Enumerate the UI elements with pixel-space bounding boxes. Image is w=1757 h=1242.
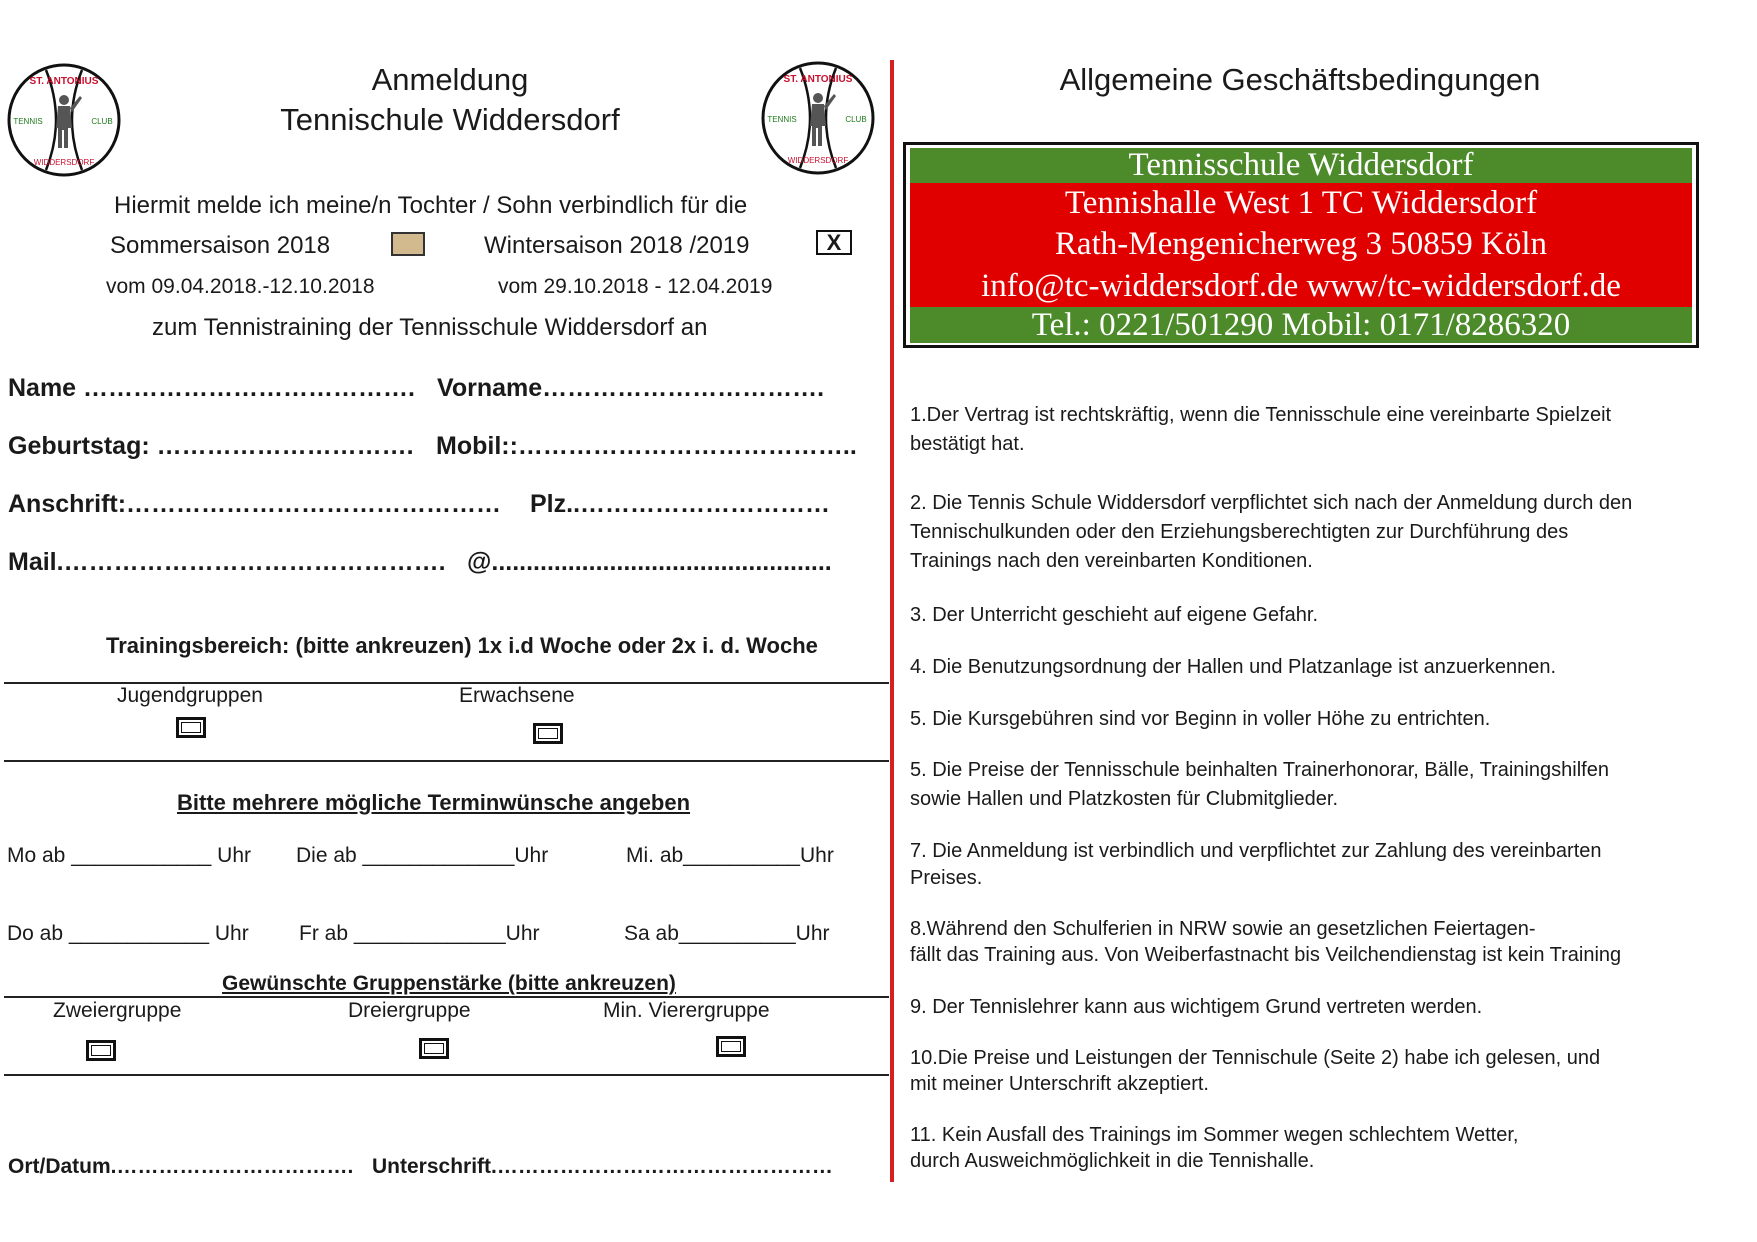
terms-item <box>910 705 1700 734</box>
terms-item <box>910 401 1700 459</box>
monday-time-field[interactable]: Mo ab ____________ Uhr <box>7 844 252 867</box>
terms-line: mit meiner Unterschrift akzeptiert. <box>910 1073 1209 1095</box>
winter-date-range: vom 29.10.2018 - 12.04.2019 <box>498 275 773 298</box>
terms-line: 11. Kein Ausfall des Trainings im Sommer wegen schlechtem Wetter, <box>910 1124 1519 1146</box>
form-subtitle: Tennischule Widdersdorf <box>280 102 620 137</box>
contact-red-band <box>910 183 1692 307</box>
terms-item <box>910 489 1700 576</box>
terms-line: 2. Die Tennis Schule Widdersdorf verpflichtet sich nach der Anmeldung durch den <box>910 492 1633 514</box>
contact-hall: Tennishalle West 1 TC Widdersdorf <box>1064 185 1538 221</box>
logo-text-right: CLUB <box>845 115 867 124</box>
terms-line: Trainings nach den vereinbarten Konditionen. <box>910 550 1313 572</box>
divider-line <box>4 1074 889 1076</box>
club-logo-left <box>6 62 122 178</box>
four-group-checkbox[interactable] <box>716 1036 746 1057</box>
logo-text-top: ST. ANTONIUS <box>29 76 99 87</box>
terms-line: 9. Der Tennislehrer kann aus wichtigem Grund vertreten werden. <box>910 996 1483 1018</box>
terms-line: durch Ausweichmöglichkeit in die Tennishalle. <box>910 1150 1315 1172</box>
terms-item <box>910 653 1700 682</box>
terms-item <box>910 1045 1700 1097</box>
terms-line: sowie Hallen und Platzkosten für Clubmitglieder. <box>910 788 1338 810</box>
youth-groups-label: Jugendgruppen <box>117 684 263 707</box>
plz-field[interactable]: Plz..………………………… <box>530 490 831 518</box>
anschrift-field[interactable]: Anschrift:……………………………………… <box>8 490 502 518</box>
terms-item <box>910 916 1700 968</box>
terms-line: 8.Während den Schulferien in NRW sowie an gesetzlichen Feiertagen- <box>910 918 1536 940</box>
four-group-label: Min. Vierergruppe <box>603 999 770 1022</box>
signature-field[interactable]: Unterschrift.………………………………………… <box>372 1155 833 1178</box>
wednesday-time-field[interactable]: Mi. ab__________Uhr <box>626 844 834 867</box>
logo-text-bottom: WIDDERSDORF <box>787 156 849 165</box>
terms-line: Preises. <box>910 867 983 889</box>
summer-date-range: vom 09.04.2018.-12.10.2018 <box>106 275 375 298</box>
divider-line <box>4 760 889 762</box>
two-group-label: Zweiergruppe <box>53 999 182 1022</box>
vorname-field[interactable]: Vorname……………………………. <box>437 374 825 402</box>
terms-line: bestätigt hat. <box>910 433 1025 455</box>
season-summer-label: Sommersaison 2018 <box>110 232 331 259</box>
logo-text-left: TENNIS <box>767 115 797 124</box>
contact-web[interactable]: info@tc-widdersdorf.de www/tc-widdersdorf.de <box>981 268 1621 304</box>
terms-line: fällt das Training aus. Von Weiberfastnacht bis Veilchendienstag ist kein Training <box>910 944 1622 966</box>
contact-phone: Tel.: 0221/501290 Mobil: 0171/8286320 <box>910 307 1692 343</box>
mail-field[interactable]: Mail.………………………………………. <box>8 548 446 576</box>
adults-label: Erwachsene <box>459 684 575 707</box>
contact-address: Rath-Mengenicherweg 3 50859 Köln <box>1054 226 1548 262</box>
logo-text-bottom: WIDDERSDORF <box>33 158 95 167</box>
season-summer-checkbox[interactable] <box>391 232 425 256</box>
contact-box <box>903 142 1699 348</box>
club-logo-right <box>760 60 876 176</box>
outro-text: zum Tennistraining der Tennisschule Widdersdorf an <box>152 314 708 341</box>
appointments-heading: Bitte mehrere mögliche Terminwünsche angeben <box>177 790 691 815</box>
form-title: Anmeldung <box>371 62 529 97</box>
friday-time-field[interactable]: Fr ab _____________Uhr <box>299 922 540 945</box>
terms-line: 7. Die Anmeldung ist verbindlich und verpflichtet zur Zahlung des vereinbarten <box>910 840 1602 862</box>
terms-line: 3. Der Unterricht geschieht auf eigene Gefahr. <box>910 604 1319 626</box>
three-group-checkbox[interactable] <box>419 1038 449 1059</box>
youth-groups-checkbox[interactable] <box>176 717 206 738</box>
logo-text-left: TENNIS <box>13 117 43 126</box>
geburtstag-field[interactable]: Geburtstag: …………………………. <box>8 432 414 460</box>
terms-item <box>910 838 1700 892</box>
season-winter-label: Wintersaison 2018 /2019 <box>484 232 750 259</box>
tuesday-time-field[interactable]: Die ab _____________Uhr <box>296 844 549 867</box>
terms-line: 5. Die Preise der Tennisschule beinhalten Trainerhonorar, Bälle, Trainingshilfen <box>910 759 1609 781</box>
terms-line: 5. Die Kursgebühren sind vor Beginn in voller Höhe zu entrichten. <box>910 708 1491 730</box>
contact-school-name: Tennisschule Widdersdorf <box>910 148 1692 183</box>
two-group-checkbox[interactable] <box>86 1040 116 1061</box>
mail-domain-field[interactable]: @................................................. <box>467 548 832 576</box>
name-field[interactable]: Name …………………………………. <box>8 374 415 402</box>
place-date-field[interactable]: Ort/Datum.……………………………. <box>8 1155 354 1178</box>
logo-text-right: CLUB <box>91 117 113 126</box>
terms-line: Tennischulkunden oder den Erziehungsberechtigten zur Durchführung des <box>910 521 1569 543</box>
divider-line <box>4 996 889 998</box>
terms-item <box>910 1122 1700 1174</box>
terms-line: 4. Die Benutzungsordnung der Hallen und Platzanlage ist anzuerkennen. <box>910 656 1556 678</box>
group-size-heading: Gewünschte Gruppenstärke (bitte ankreuzen) <box>222 972 676 995</box>
mobil-field[interactable]: Mobil::………………………………….. <box>436 432 857 460</box>
three-group-label: Dreiergruppe <box>348 999 471 1022</box>
terms-line: 1.Der Vertrag ist rechtskräftig, wenn die Tennisschule eine vereinbarte Spielzeit <box>910 404 1612 426</box>
training-area-label: Trainingsbereich: (bitte ankreuzen) 1x i.d Woche oder 2x i. d. Woche <box>106 633 818 658</box>
page-divider <box>890 60 894 1182</box>
logo-text-top: ST. ANTONIUS <box>783 74 853 85</box>
terms-title: Allgemeine Geschäftsbedingungen <box>1059 62 1541 97</box>
adults-checkbox[interactable] <box>533 723 563 744</box>
terms-item <box>910 993 1700 1022</box>
season-winter-checkbox[interactable]: X <box>816 230 852 255</box>
intro-text: Hiermit melde ich meine/n Tochter / Sohn verbindlich für die <box>114 192 748 219</box>
thursday-time-field[interactable]: Do ab ____________ Uhr <box>7 922 249 945</box>
saturday-time-field[interactable]: Sa ab__________Uhr <box>624 922 830 945</box>
terms-item <box>910 756 1700 814</box>
terms-item <box>910 601 1700 630</box>
terms-line: 10.Die Preise und Leistungen der Tennischule (Seite 2) habe ich gelesen, und <box>910 1047 1601 1069</box>
